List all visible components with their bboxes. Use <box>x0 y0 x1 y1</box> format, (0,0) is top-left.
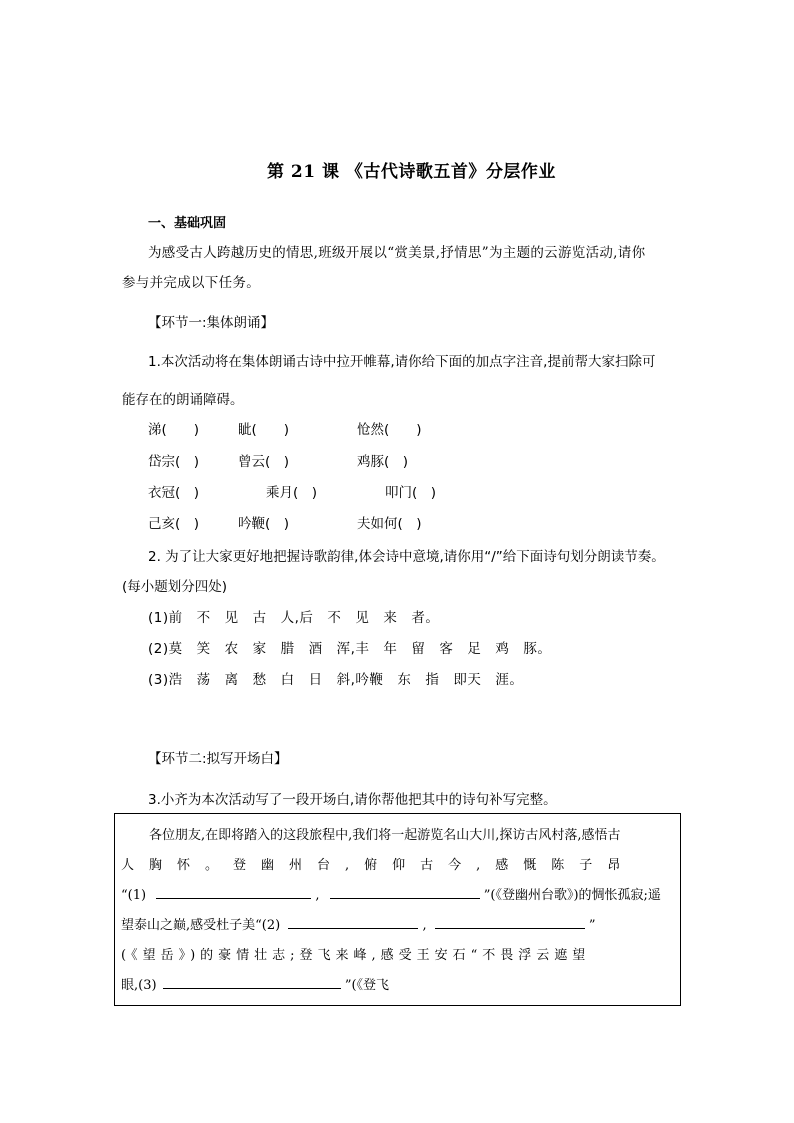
box-line-3 <box>121 884 661 903</box>
page-title: 第 21 课 《古代诗歌五首》分层作业 <box>267 162 556 182</box>
question-2-line-2: (每小题划分四处) <box>122 579 228 595</box>
pinyin-item: 己亥( ) <box>148 516 200 532</box>
blank-label-1: “(1) <box>121 888 147 903</box>
stage-two-heading: 【环节二:拟写开场白】 <box>148 751 288 767</box>
question-1-line-1: 1.本次活动将在集体朗诵古诗中拉开帷幕,请你给下面的加点字注音,提前帮大家扫除可 <box>148 354 656 370</box>
blank-label-2: 望泰山之巅,感受杜子美“(2) <box>121 918 281 933</box>
pinyin-item: 曾云( ) <box>238 454 290 470</box>
box-line-6 <box>121 974 389 993</box>
stage-one-heading: 【环节一:集体朗诵】 <box>148 315 275 331</box>
pinyin-item: 衣冠( ) <box>148 485 200 501</box>
answer-blank-1a[interactable] <box>156 886 311 899</box>
box-line-2: 人胸怀。登幽州台,俯仰古今,感慨陈子昂 <box>121 858 636 873</box>
pinyin-item: 夫如何( ) <box>357 516 422 532</box>
blank-separator: , <box>422 918 427 933</box>
pinyin-item: 眦( ) <box>238 422 290 438</box>
pinyin-item: 乘月( ) <box>266 485 318 501</box>
pinyin-item: 岱宗( ) <box>148 454 200 470</box>
pinyin-item: 涕( ) <box>148 422 200 438</box>
blank-suffix-2: ” <box>588 918 596 933</box>
box-line-1: 各位朋友,在即将踏入的这段旅程中,我们将一起游览名山大川,探访古风村落,感悟古 <box>149 828 621 843</box>
blank-suffix-3: ”(《登飞 <box>344 978 390 993</box>
rhythm-line-2: (2)莫 笑 农 家 腊 酒 浑,丰 年 留 客 足 鸡 豚。 <box>148 641 552 657</box>
pinyin-item: 怆然( ) <box>357 422 422 438</box>
section-heading-basics: 一、基础巩固 <box>148 216 227 231</box>
answer-blank-1b[interactable] <box>330 886 480 899</box>
answer-blank-2a[interactable] <box>288 916 418 929</box>
intro-line-1: 为感受古人跨越历史的情思,班级开展以“赏美景,抒情思”为主题的云游览活动,请你 <box>148 245 646 261</box>
blank-suffix-1: ”(《登幽州台歌》)的惆怅孤寂;遥 <box>483 888 661 903</box>
blank-label-3: 眼,(3) <box>121 978 157 993</box>
answer-blank-3[interactable] <box>163 976 341 989</box>
rhythm-line-1: (1)前 不 见 古 人,后 不 见 来 者。 <box>148 610 440 626</box>
rhythm-line-3: (3)浩 荡 离 愁 白 日 斜,吟鞭 东 指 即天 涯。 <box>148 672 524 688</box>
pinyin-item: 叩门( ) <box>385 485 437 501</box>
question-3: 3.小齐为本次活动写了一段开场白,请你帮他把其中的诗句补写完整。 <box>148 792 557 808</box>
opening-speech-box <box>114 813 681 1006</box>
question-2-line-1: 2. 为了让大家更好地把握诗歌韵律,体会诗中意境,请你用“/”给下面诗句划分朗读节奏。 <box>148 549 665 565</box>
box-line-5: (《望岳》)的豪情壮志;登飞来峰,感受王安石“不畏浮云遮望 <box>121 948 591 963</box>
box-line-4 <box>121 914 596 933</box>
pinyin-item: 吟鞭( ) <box>238 516 290 532</box>
question-1-line-2: 能存在的朗诵障碍。 <box>122 392 244 408</box>
pinyin-item: 鸡豚( ) <box>357 454 409 470</box>
intro-line-2: 参与并完成以下任务。 <box>122 275 260 291</box>
blank-separator: , <box>315 888 320 903</box>
answer-blank-2b[interactable] <box>435 916 585 929</box>
